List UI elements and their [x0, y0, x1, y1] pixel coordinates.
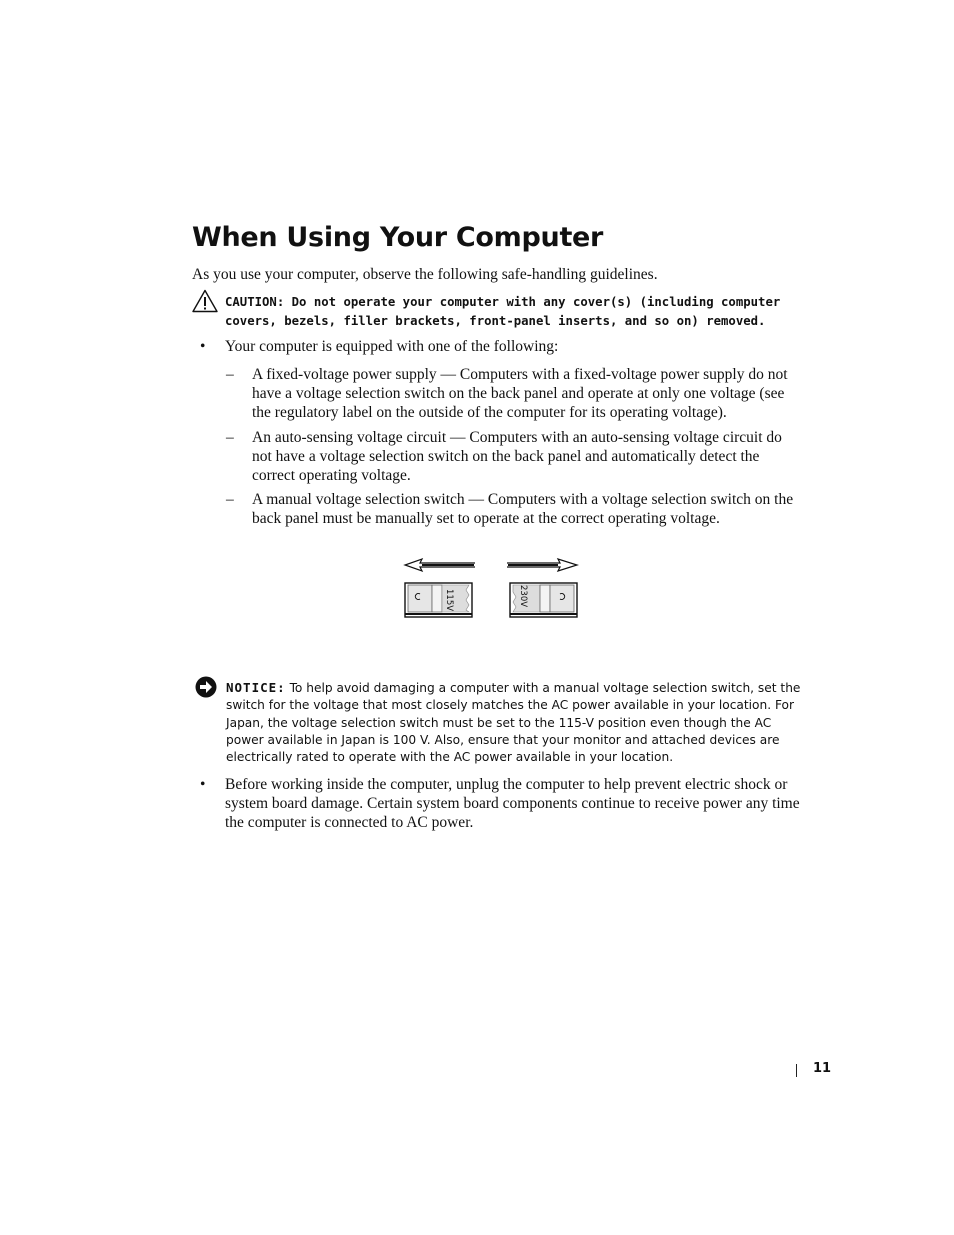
- voltage-switch-figure: [400, 550, 582, 622]
- bullet-text-2: Before working inside the computer, unplug the computer to help prevent electric shock or system board damage. Certain system board components continue to receive power any time the computer is connected to AC power.: [225, 776, 800, 831]
- notice-text: To help avoid damaging a computer with a manual voltage selection switch, set the switch for the voltage that most closely matches the AC power available in your location. For Japan, the voltage selection switch must be set to the 115-V position even though the AC power available in Japan is 100 V. Also, ensure that your monitor and attached devices are electrically rated to operate with the AC power available in your location.: [226, 681, 801, 765]
- subitem-manual-switch: A manual voltage selection switch — Computers with a voltage selection switch on the back panel must be manually set to operate at the correct operating voltage.: [252, 491, 794, 527]
- dash-marker: –: [226, 366, 234, 383]
- subitem-auto-sensing: An auto-sensing voltage circuit — Computers with an auto-sensing voltage circuit do not have a voltage selection switch on the back panel and automatically detect the correct operating voltage.: [252, 429, 782, 484]
- bullet-marker: •: [200, 338, 206, 355]
- left-arrow-icon: [405, 559, 475, 571]
- bullet-marker: •: [200, 776, 206, 793]
- notice-label: NOTICE:: [226, 680, 286, 695]
- warning-triangle-icon: [192, 289, 218, 313]
- switch-230v-label: 230V: [518, 585, 528, 608]
- intro-paragraph: As you use your computer, observe the following safe-handling guidelines.: [192, 266, 658, 283]
- page-number: 11: [813, 1061, 832, 1076]
- dash-marker: –: [226, 491, 234, 508]
- bullet-text-1: Your computer is equipped with one of the following:: [225, 338, 559, 355]
- footer-divider: [796, 1064, 797, 1077]
- caution-text: CAUTION: Do not operate your computer with any cover(s) (including computer covers, bezels, filler brackets, front-panel inserts, and so on) removed.: [225, 295, 781, 328]
- page-title: When Using Your Computer: [192, 222, 604, 253]
- switch-115v: [405, 583, 472, 617]
- switch-115v-label: 115V: [444, 589, 454, 612]
- notice-arrow-icon: [195, 676, 217, 698]
- dash-marker: –: [226, 429, 234, 446]
- subitem-fixed-voltage: A fixed-voltage power supply — Computers with a fixed-voltage power supply do not have a voltage selection switch on the back panel and operate at only one voltage (see the regulatory label on the outside of the computer for its operating voltage).: [252, 366, 788, 421]
- notice-text-container: [226, 679, 806, 766]
- right-arrow-icon: [507, 559, 577, 571]
